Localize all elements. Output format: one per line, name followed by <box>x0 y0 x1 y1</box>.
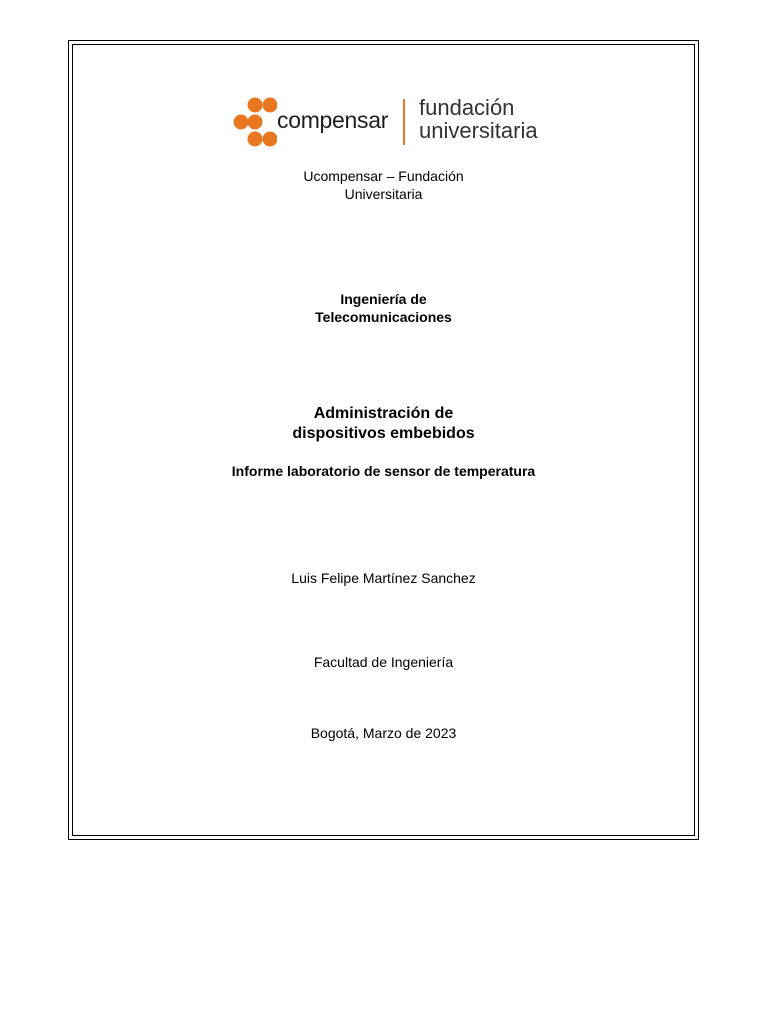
logo-subtitle-line1: fundación <box>419 95 515 120</box>
logo-divider <box>403 99 405 145</box>
logo-subtitle <box>419 96 538 142</box>
report-title: Informe laboratorio de sensor de temperatura <box>231 463 536 479</box>
logo-wordmark: compensar <box>277 107 389 133</box>
course-line1: Administración de <box>313 405 454 422</box>
institution-line2: Universitaria <box>344 186 423 202</box>
program-line2: Telecomunicaciones <box>315 309 452 325</box>
course-title <box>68 404 699 444</box>
author-name: Luis Felipe Martínez Sanchez <box>291 570 476 586</box>
document-date: Bogotá, Marzo de 2023 <box>310 725 457 741</box>
orange-dots-icon <box>233 96 277 148</box>
faculty-name: Facultad de Ingeniería <box>313 654 454 670</box>
institution-name <box>68 167 699 203</box>
logo-subtitle-line2: universitaria <box>419 118 538 143</box>
institution-logo <box>233 95 538 148</box>
course-line2: dispositivos embebidos <box>292 425 475 442</box>
institution-line1: Ucompensar – Fundación <box>303 168 464 184</box>
program-line1: Ingeniería de <box>340 291 427 307</box>
program-name <box>68 290 699 326</box>
